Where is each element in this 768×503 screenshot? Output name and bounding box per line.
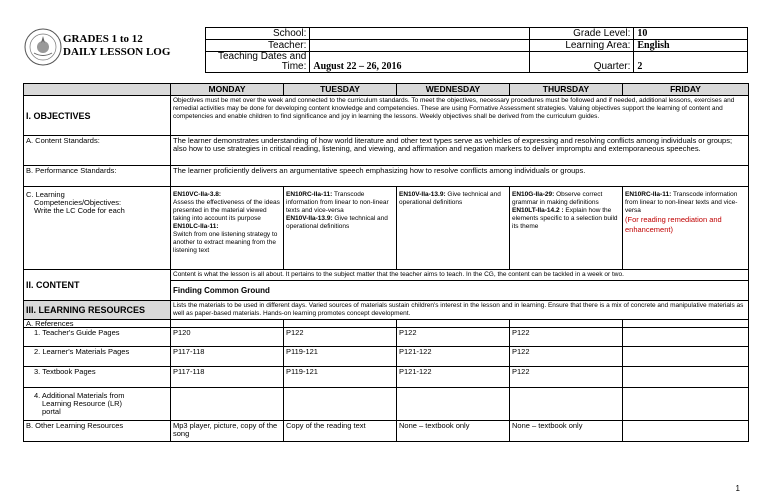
learning-area-value: English [634, 40, 748, 52]
performance-standards-text: The learner proficiently delivers an argumentative speech emphasizing how to resolve conflicts among individuals or groups. [171, 166, 749, 187]
teaching-dates-label-line2: Time: [281, 61, 307, 72]
other-tuesday: Copy of the reading text [284, 421, 397, 442]
lc-text: Observe correct grammar in making definitions [512, 191, 603, 206]
day-monday: MONDAY [171, 84, 284, 96]
teaching-dates-value: August 22 – 26, 2016 [310, 52, 530, 73]
teachers-guide-row [24, 328, 749, 347]
textbook-row [24, 367, 749, 388]
lc-code: EN10LC-IIa-11: [173, 223, 219, 230]
tb-friday [623, 367, 749, 388]
other-resources-label: B. Other Learning Resources [24, 421, 171, 442]
content-desc-row [24, 270, 749, 281]
grade-level-label: Grade Level: [530, 28, 634, 40]
lc-text: Transcode information from linear to non-linear texts and vice-versa [286, 191, 389, 214]
additional-materials-label [24, 388, 171, 421]
lm-thursday: P122 [510, 347, 623, 367]
lesson-table [23, 83, 749, 442]
learners-materials-label: 2. Learner's Materials Pages [24, 347, 171, 367]
other-thursday: None – textbook only [510, 421, 623, 442]
textbook-label: 3. Textbook Pages [24, 367, 171, 388]
lm-tuesday: P119-121 [284, 347, 397, 367]
lc-code: EN10LT-IIa-14.2 : [512, 207, 564, 214]
competencies-label-line3: Write the LC Code for each [34, 206, 125, 215]
additional-materials-line1: 4. Additional Materials from [34, 391, 125, 400]
lm-friday [623, 347, 749, 367]
title-line-2: DAILY LESSON LOG [63, 46, 171, 58]
am-cell [510, 388, 623, 421]
grade-level-value: 10 [634, 28, 748, 40]
lc-code: EN10V-IIa-13.9: [286, 215, 333, 222]
lc-text: Switch from one listening strategy to another to extract meaning from the listening text [173, 231, 278, 254]
tb-wednesday: P121-122 [397, 367, 510, 388]
teaching-dates-label [206, 52, 310, 73]
deped-seal-icon [23, 27, 63, 67]
tb-tuesday: P119-121 [284, 367, 397, 388]
competency-friday [623, 187, 749, 270]
references-cell [171, 320, 284, 328]
quarter-value: 2 [634, 52, 748, 73]
other-resources-row [24, 421, 749, 442]
lc-code: EN10G-IIa-29: [512, 191, 555, 198]
day-wednesday: WEDNESDAY [397, 84, 510, 96]
am-cell [171, 388, 284, 421]
teacher-value [310, 40, 530, 52]
lc-code: EN10RC-IIa-11: [625, 191, 672, 198]
lc-text: Explain how the elements specific to a selection build its theme [512, 207, 618, 230]
school-label: School: [206, 28, 310, 40]
competencies-row [24, 187, 749, 270]
references-cell [510, 320, 623, 328]
day-header-row [24, 84, 749, 96]
competencies-label-line1: C. Learning [26, 190, 65, 199]
school-value [310, 28, 530, 40]
additional-materials-row [24, 388, 749, 421]
competency-wednesday [397, 187, 510, 270]
other-wednesday: None – textbook only [397, 421, 510, 442]
references-row [24, 320, 749, 328]
competencies-label-line2: Competencies/Objectives: [34, 198, 122, 207]
objectives-label: I. OBJECTIVES [24, 96, 171, 136]
performance-standards-row [24, 166, 749, 187]
content-description: Content is what the lesson is all about. It pertains to the subject matter that the teacher aims to teach. In the CG, the content can be tackled in a week or two. [171, 270, 749, 281]
additional-materials-line3: portal [42, 407, 61, 416]
performance-standards-label: B. Performance Standards: [24, 166, 171, 187]
remediation-note: (For reading remediation and enhancement) [625, 215, 722, 234]
day-thursday: THURSDAY [510, 84, 623, 96]
competency-thursday [510, 187, 623, 270]
day-header-blank [24, 84, 171, 96]
tb-monday: P117-118 [171, 367, 284, 388]
log-title [63, 33, 170, 59]
content-topic: Finding Common Ground [171, 281, 749, 301]
competency-monday [171, 187, 284, 270]
lc-text: Give technical and operational definitions [286, 215, 388, 230]
page-number: 1 [735, 484, 740, 493]
teacher-label: Teacher: [206, 40, 310, 52]
tg-tuesday: P122 [284, 328, 397, 347]
objectives-description: Objectives must be met over the week and connected to the curriculum standards. To meet the objectives, necessary procedures must be followed and if needed, additional lessons, exercises and remedial activities may be done for developing content knowledge and competencies. These are using Formative Assessment strategies. Valuing objectives support the learning of content and competencies and enable children to find significance and joy in learning the lessons. Weekly objectives shall be derived from the curriculum guides. [171, 96, 749, 136]
lc-text: Assess the effectiveness of the ideas presented in the material viewed taking into account its purpose [173, 199, 280, 222]
am-cell [623, 388, 749, 421]
am-cell [397, 388, 510, 421]
header [23, 27, 748, 77]
lc-code: EN10RC-IIa-11: [286, 191, 333, 198]
lm-wednesday: P121-122 [397, 347, 510, 367]
resources-label: III. LEARNING RESOURCES [24, 301, 171, 320]
references-cell [284, 320, 397, 328]
content-standards-text: The learner demonstrates understanding of how world literature and other text types serve as vehicles of expressing and resolving conflicts among individuals or groups; also how to use strategies in critical reading, listening, and viewing, and affirmation and negation markers to deliver impromptu and extemporaneous speeches. [171, 136, 749, 166]
teaching-dates-label-line1: Teaching Dates and [217, 51, 307, 62]
content-standards-label: A. Content Standards: [24, 136, 171, 166]
references-cell [623, 320, 749, 328]
resources-description: Lists the materials to be used in different days. Varied sources of materials sustain children's interest in the lesson and in learning. Ensure that there is a mix of concrete and manipulative materials as well as paper-based materials. Hands-on learning promotes concept development. [171, 301, 749, 320]
content-standards-row [24, 136, 749, 166]
learners-materials-row [24, 347, 749, 367]
resources-row [24, 301, 749, 320]
tb-thursday: P122 [510, 367, 623, 388]
lc-code: EN10V-IIa-13.9: [399, 191, 446, 198]
lm-monday: P117-118 [171, 347, 284, 367]
other-monday: Mp3 player, picture, copy of the song [171, 421, 284, 442]
content-label: II. CONTENT [24, 270, 171, 301]
learning-area-label: Learning Area: [530, 40, 634, 52]
lc-code: EN10VC-IIa-3.8: [173, 191, 222, 198]
tg-friday [623, 328, 749, 347]
references-label: A. References [24, 320, 171, 328]
other-friday [623, 421, 749, 442]
header-meta-table [205, 27, 748, 73]
objectives-row [24, 96, 749, 136]
lc-text: Transcode information from linear to non-linear texts and vice-versa [625, 191, 738, 214]
references-cell [397, 320, 510, 328]
quarter-label: Quarter: [530, 52, 634, 73]
day-tuesday: TUESDAY [284, 84, 397, 96]
additional-materials-line2: Learning Resource (LR) [42, 399, 123, 408]
competencies-label [24, 187, 171, 270]
tg-thursday: P122 [510, 328, 623, 347]
competency-tuesday [284, 187, 397, 270]
am-cell [284, 388, 397, 421]
lc-text: Give technical and operational definitions [399, 191, 501, 206]
title-line-1: GRADES 1 to 12 [63, 33, 143, 45]
tg-wednesday: P122 [397, 328, 510, 347]
teachers-guide-label: 1. Teacher's Guide Pages [24, 328, 171, 347]
day-friday: FRIDAY [623, 84, 749, 96]
tg-monday: P120 [171, 328, 284, 347]
